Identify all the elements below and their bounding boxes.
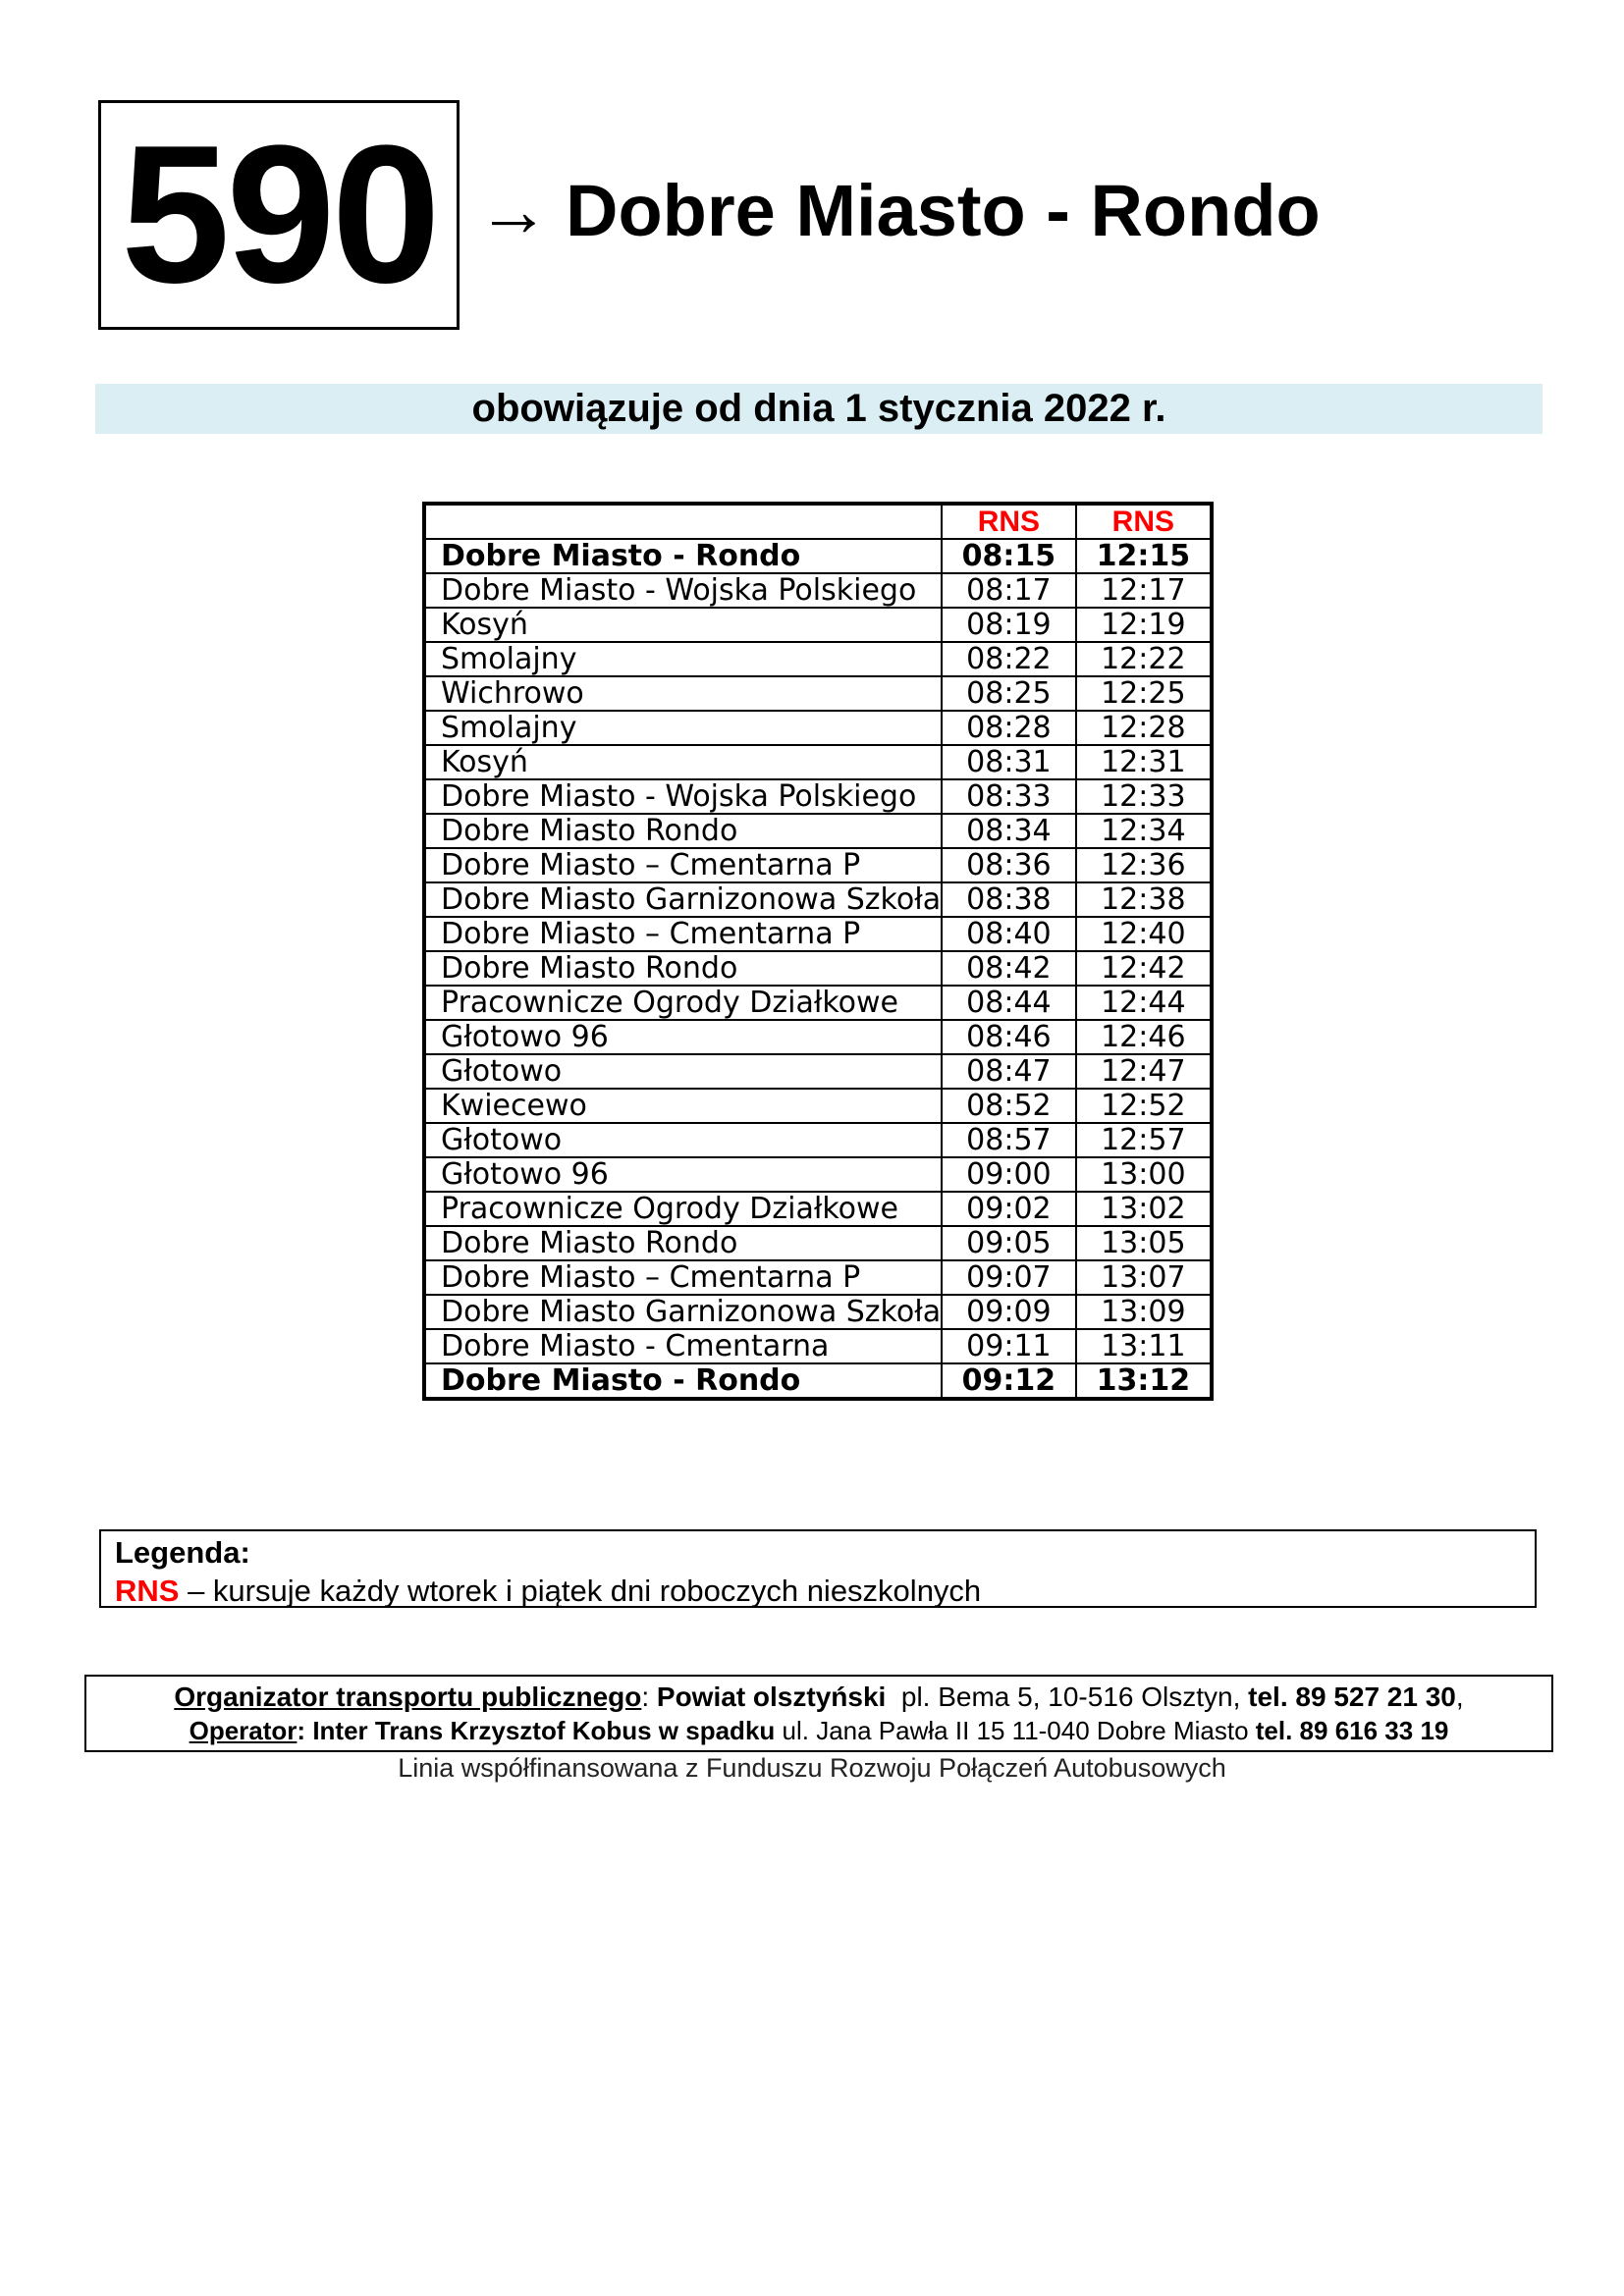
timetable-body [424, 539, 1212, 1399]
stop-name: Dobre Miasto – Cmentarna P [424, 848, 942, 882]
departure-time: 12:34 [1076, 814, 1212, 848]
table-row [424, 986, 1212, 1020]
departure-time: 08:52 [942, 1089, 1076, 1123]
departure-time: 12:36 [1076, 848, 1212, 882]
line-number: 590 [121, 105, 437, 324]
table-row [424, 1157, 1212, 1192]
departure-time: 12:44 [1076, 986, 1212, 1020]
table-row [424, 917, 1212, 951]
table-row [424, 1295, 1212, 1329]
validity-text: obowiązuje od dnia 1 stycznia 2022 r. [471, 387, 1166, 430]
table-row [424, 1192, 1212, 1226]
departure-time: 09:09 [942, 1295, 1076, 1329]
departure-time: 08:28 [942, 711, 1076, 745]
departure-time: 08:15 [942, 539, 1076, 573]
departure-time: 12:31 [1076, 745, 1212, 779]
course-header: RNS [1076, 504, 1212, 539]
departure-time: 08:31 [942, 745, 1076, 779]
departure-time: 09:05 [942, 1226, 1076, 1260]
departure-time: 13:05 [1076, 1226, 1212, 1260]
operator-line [86, 1715, 1551, 1748]
stop-name: Dobre Miasto Rondo [424, 1226, 942, 1260]
stop-name: Pracownicze Ogrody Działkowe [424, 986, 942, 1020]
table-row [424, 539, 1212, 573]
departure-time: 12:42 [1076, 951, 1212, 986]
table-row [424, 1363, 1212, 1399]
arrow-icon: → [477, 170, 550, 251]
transport-info [84, 1675, 1553, 1752]
departure-time: 12:15 [1076, 539, 1212, 573]
stop-name: Dobre Miasto Garnizonowa Szkoła [424, 882, 942, 917]
stop-name: Dobre Miasto Rondo [424, 814, 942, 848]
stop-name: Dobre Miasto - Wojska Polskiego [424, 573, 942, 608]
table-row [424, 814, 1212, 848]
stop-name: Smolajny [424, 711, 942, 745]
departure-time: 12:28 [1076, 711, 1212, 745]
departure-time: 08:19 [942, 608, 1076, 642]
organizer-label: Organizator transportu publicznego [174, 1682, 642, 1712]
departure-time: 13:11 [1076, 1329, 1212, 1363]
departure-time: 12:33 [1076, 779, 1212, 814]
departure-time: 13:07 [1076, 1260, 1212, 1295]
departure-time: 08:42 [942, 951, 1076, 986]
legend-code: RNS [115, 1573, 180, 1608]
stop-name: Głotowo [424, 1123, 942, 1157]
timetable [422, 502, 1214, 1401]
stop-name: Smolajny [424, 642, 942, 676]
stop-name: Głotowo 96 [424, 1157, 942, 1192]
departure-time: 12:19 [1076, 608, 1212, 642]
table-row [424, 1020, 1212, 1054]
departure-time: 13:00 [1076, 1157, 1212, 1192]
stop-name: Wichrowo [424, 676, 942, 711]
departure-time: 08:40 [942, 917, 1076, 951]
stop-name: Dobre Miasto – Cmentarna P [424, 1260, 942, 1295]
organizer-end: , [1455, 1682, 1464, 1712]
validity-band [95, 384, 1543, 434]
stop-name: Kosyń [424, 745, 942, 779]
departure-time: 13:12 [1076, 1363, 1212, 1399]
operator-phone: tel. 89 616 33 19 [1255, 1716, 1449, 1746]
organizer-address: pl. Bema 5, 10-516 Olsztyn, [886, 1682, 1249, 1712]
operator-label: Operator [189, 1716, 298, 1746]
organizer-phone: tel. 89 527 21 30 [1248, 1682, 1456, 1712]
departure-time: 08:36 [942, 848, 1076, 882]
departure-time: 12:52 [1076, 1089, 1212, 1123]
operator-address: ul. Jana Pawła II 15 11-040 Dobre Miasto [775, 1716, 1256, 1746]
departure-time: 08:47 [942, 1054, 1076, 1089]
table-row [424, 1329, 1212, 1363]
legend [99, 1529, 1537, 1608]
stop-name: Kosyń [424, 608, 942, 642]
departure-time: 08:57 [942, 1123, 1076, 1157]
departure-time: 08:44 [942, 986, 1076, 1020]
table-row [424, 745, 1212, 779]
destination: Dobre Miasto - Rondo [566, 170, 1321, 251]
table-row [424, 1123, 1212, 1157]
legend-title: Legenda: [115, 1535, 250, 1570]
departure-time: 09:00 [942, 1157, 1076, 1192]
stop-name: Pracownicze Ogrody Działkowe [424, 1192, 942, 1226]
course-header: RNS [942, 504, 1076, 539]
legend-description: – kursuje każdy wtorek i piątek dni roboczych nieszkolnych [179, 1573, 982, 1608]
departure-time: 12:22 [1076, 642, 1212, 676]
table-row [424, 711, 1212, 745]
table-row [424, 642, 1212, 676]
route-title [477, 170, 1321, 251]
departure-time: 08:38 [942, 882, 1076, 917]
departure-time: 12:47 [1076, 1054, 1212, 1089]
table-row [424, 1089, 1212, 1123]
table-row [424, 779, 1212, 814]
table-row [424, 1226, 1212, 1260]
stop-name: Dobre Miasto - Rondo [424, 1363, 942, 1399]
departure-time: 12:38 [1076, 882, 1212, 917]
stop-name: Głotowo 96 [424, 1020, 942, 1054]
table-row [424, 573, 1212, 608]
departure-time: 08:34 [942, 814, 1076, 848]
stop-name: Głotowo [424, 1054, 942, 1089]
departure-time: 12:57 [1076, 1123, 1212, 1157]
table-row [424, 1260, 1212, 1295]
footnote: Linia współfinansowana z Funduszu Rozwoju Połączeń Autobusowych [398, 1753, 1226, 1783]
stop-name: Dobre Miasto Rondo [424, 951, 942, 986]
departure-time: 08:17 [942, 573, 1076, 608]
departure-time: 12:40 [1076, 917, 1212, 951]
line-number-box [98, 100, 460, 330]
stop-name: Dobre Miasto - Cmentarna [424, 1329, 942, 1363]
departure-time: 13:02 [1076, 1192, 1212, 1226]
stop-name: Dobre Miasto – Cmentarna P [424, 917, 942, 951]
departure-time: 08:46 [942, 1020, 1076, 1054]
departure-time: 08:22 [942, 642, 1076, 676]
table-row [424, 676, 1212, 711]
departure-time: 09:07 [942, 1260, 1076, 1295]
stop-name: Dobre Miasto - Rondo [424, 539, 942, 573]
departure-time: 12:17 [1076, 573, 1212, 608]
stop-name: Dobre Miasto - Wojska Polskiego [424, 779, 942, 814]
organizer-sep: : [641, 1682, 657, 1712]
departure-time: 09:11 [942, 1329, 1076, 1363]
stop-name: Kwiecewo [424, 1089, 942, 1123]
departure-time: 13:09 [1076, 1295, 1212, 1329]
table-row [424, 1054, 1212, 1089]
departure-time: 09:12 [942, 1363, 1076, 1399]
departure-time: 08:25 [942, 676, 1076, 711]
departure-time: 09:02 [942, 1192, 1076, 1226]
organizer-name: Powiat olsztyński [656, 1682, 887, 1712]
departure-time: 12:25 [1076, 676, 1212, 711]
operator-name: Inter Trans Krzysztof Kobus w spadku [312, 1716, 776, 1746]
table-row [424, 951, 1212, 986]
table-row [424, 848, 1212, 882]
operator-sep: : [297, 1716, 313, 1746]
table-row [424, 882, 1212, 917]
timetable-header-row [424, 504, 1212, 539]
departure-time: 12:46 [1076, 1020, 1212, 1054]
departure-time: 08:33 [942, 779, 1076, 814]
stop-column-header [424, 504, 942, 539]
stop-name: Dobre Miasto Garnizonowa Szkoła [424, 1295, 942, 1329]
organizer-line [86, 1680, 1551, 1715]
table-row [424, 608, 1212, 642]
